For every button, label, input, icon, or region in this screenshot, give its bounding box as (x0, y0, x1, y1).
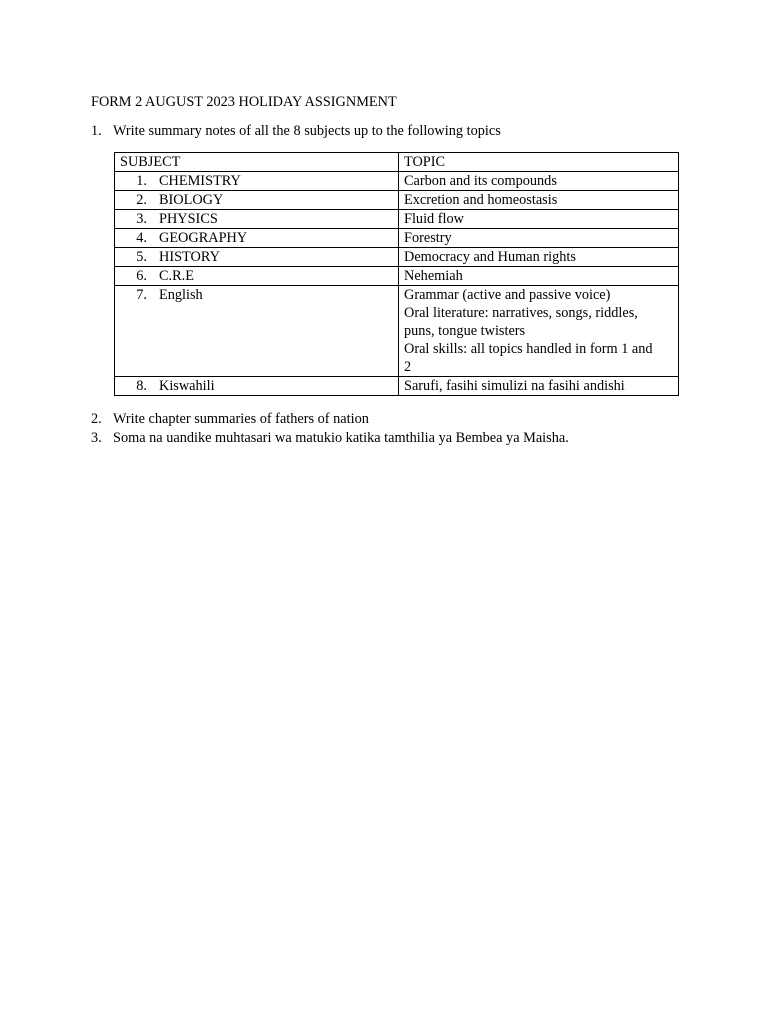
topic-cell (399, 229, 679, 248)
subject-name: C.R.E (159, 268, 194, 284)
subjects-table (114, 152, 679, 396)
header-topic: TOPIC (399, 153, 679, 172)
table-row (115, 172, 679, 191)
assignment-item-3 (91, 429, 569, 447)
header-subject: SUBJECT (115, 153, 399, 172)
table-header-row (115, 153, 679, 172)
subject-cell (115, 248, 399, 267)
table-row (115, 191, 679, 210)
topic-text: Excretion and homeostasis (404, 192, 558, 208)
topic-text: Fluid flow (404, 211, 464, 227)
subject-cell (115, 377, 399, 396)
row-number: 2. (136, 192, 147, 208)
row-number: 7. (136, 287, 147, 303)
subject-name: English (159, 287, 203, 303)
topic-text: Oral literature: narratives, songs, riddles, (404, 305, 638, 321)
topic-text: Carbon and its compounds (404, 173, 557, 189)
subject-name: HISTORY (159, 249, 220, 265)
topic-text: 2 (404, 359, 412, 375)
subject-name: Kiswahili (159, 378, 215, 394)
row-number: 5. (136, 249, 147, 265)
table-row (115, 248, 679, 267)
subject-cell (115, 191, 399, 210)
row-number: 6. (136, 268, 147, 284)
subject-name: BIOLOGY (159, 192, 224, 208)
subject-cell (115, 210, 399, 229)
subject-name: PHYSICS (159, 211, 218, 227)
table-row (115, 267, 679, 286)
item-text: Write summary notes of all the 8 subjects up to the following topics (113, 123, 501, 139)
topic-cell (399, 191, 679, 210)
subject-cell (115, 172, 399, 191)
table-row (115, 377, 679, 396)
row-number: 3. (136, 211, 147, 227)
subject-name: CHEMISTRY (159, 173, 241, 189)
topic-cell (399, 377, 679, 396)
assignment-item-1 (91, 122, 501, 140)
topic-cell (399, 210, 679, 229)
table-row (115, 229, 679, 248)
topic-cell (399, 286, 679, 377)
topic-text: puns, tongue twisters (404, 323, 526, 339)
item-text: Soma na uandike muhtasari wa matukio katika tamthilia ya Bembea ya Maisha. (113, 430, 569, 446)
assignment-item-2 (91, 410, 369, 428)
subject-cell (115, 267, 399, 286)
topic-text: Democracy and Human rights (404, 249, 576, 265)
item-number: 1. (91, 123, 102, 139)
item-number: 3. (91, 430, 102, 446)
topic-text: Grammar (active and passive voice) (404, 287, 611, 303)
table-row (115, 210, 679, 229)
topic-cell (399, 267, 679, 286)
table-row (115, 286, 679, 377)
row-number: 1. (136, 173, 147, 189)
topic-text: Sarufi, fasihi simulizi na fasihi andishi (404, 378, 625, 394)
row-number: 8. (136, 378, 147, 394)
subject-cell (115, 286, 399, 377)
row-number: 4. (136, 230, 147, 246)
subject-name: GEOGRAPHY (159, 230, 248, 246)
topic-cell (399, 172, 679, 191)
topic-cell (399, 248, 679, 267)
item-text: Write chapter summaries of fathers of nation (113, 411, 369, 427)
topic-text: Nehemiah (404, 268, 463, 284)
topic-text: Forestry (404, 230, 452, 246)
topic-text: Oral skills: all topics handled in form 1 and (404, 341, 653, 357)
item-number: 2. (91, 411, 102, 427)
document-title: FORM 2 AUGUST 2023 HOLIDAY ASSIGNMENT (91, 94, 397, 110)
subject-cell (115, 229, 399, 248)
